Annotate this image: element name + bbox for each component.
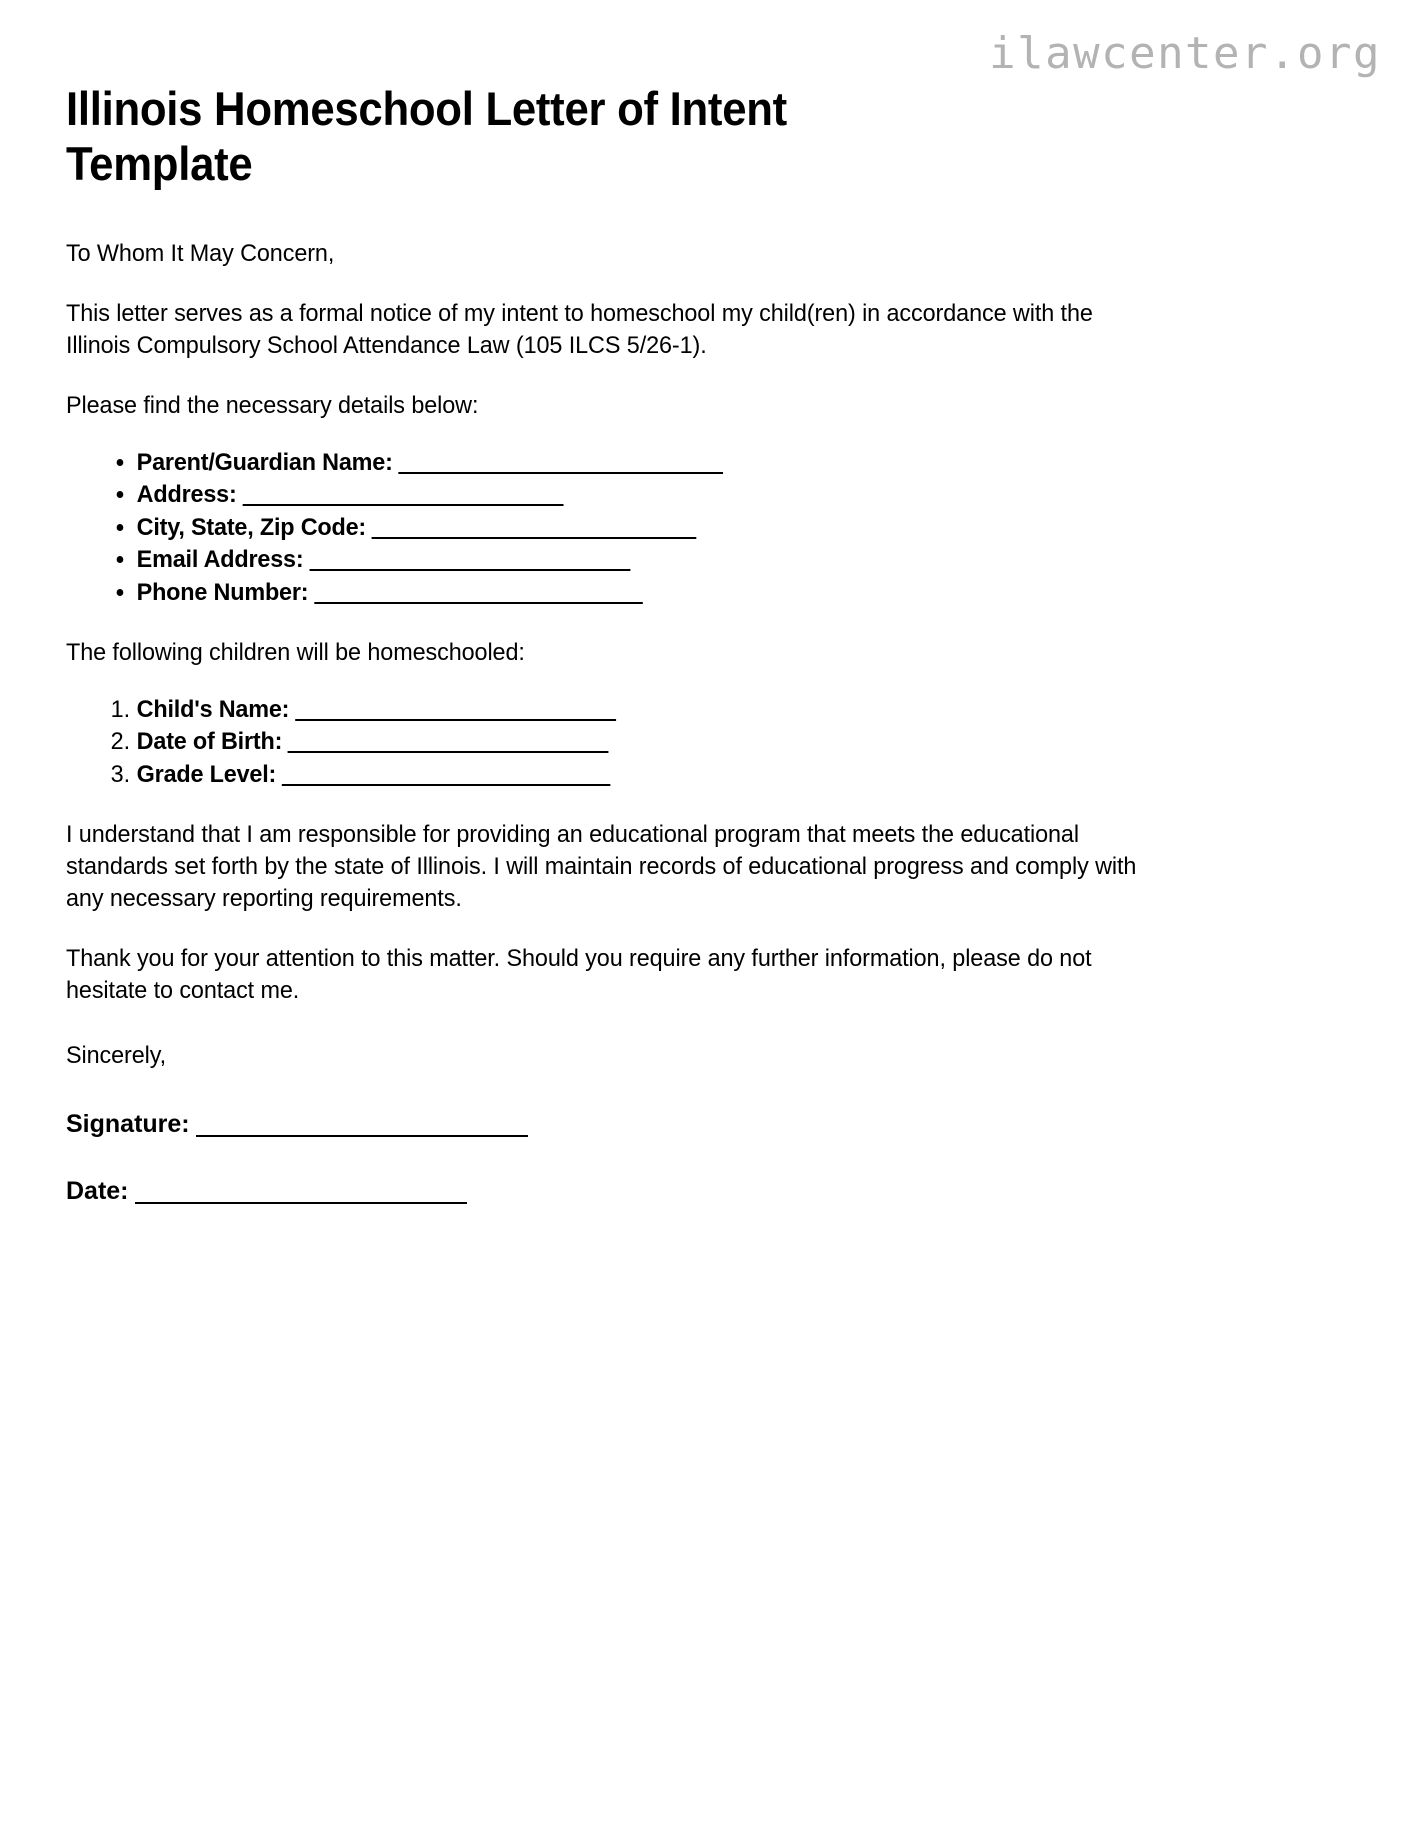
- child-name-field[interactable]: [295, 701, 616, 721]
- list-item: [137, 447, 1226, 479]
- document-body: [66, 82, 1176, 1206]
- date-label: Date:: [66, 1176, 129, 1205]
- child-name-label: Child's Name:: [136, 695, 290, 723]
- list-item: [137, 479, 1226, 511]
- parent-details-list: [66, 447, 1225, 609]
- city-state-zip-field[interactable]: [372, 519, 697, 539]
- details-lead-in: Please find the necessary details below:: [66, 392, 479, 420]
- list-item: [137, 726, 1226, 758]
- list-item: [137, 512, 1226, 544]
- date-of-birth-label: Date of Birth:: [136, 728, 283, 756]
- responsibility-paragraph: I understand that I am responsible for providing an educational program that meets the educational standards set forth by the state of Illinois. I will maintain records of educational progress and comply with any necessary reporting requirements.: [66, 821, 1137, 913]
- email-address-label: Email Address:: [136, 546, 304, 574]
- closing-salutation: Sincerely,: [66, 1041, 167, 1069]
- list-item: [137, 759, 1226, 791]
- parent-guardian-name-label: Parent/Guardian Name:: [136, 448, 393, 476]
- signature-label: Signature:: [66, 1109, 190, 1138]
- list-item: [137, 577, 1226, 609]
- salutation: To Whom It May Concern,: [66, 239, 335, 267]
- grade-level-field[interactable]: [282, 766, 611, 786]
- list-item: [137, 694, 1226, 726]
- date-row: [66, 1177, 1176, 1206]
- list-item: [137, 544, 1226, 576]
- grade-level-label: Grade Level:: [136, 760, 277, 788]
- phone-number-field[interactable]: [314, 584, 643, 604]
- intro-paragraph: This letter serves as a formal notice of my intent to homeschool my child(ren) in accordance with the Illinois Compulsory School Attendance Law (105 ILCS 5/26-1).: [66, 300, 1093, 360]
- email-address-field[interactable]: [309, 551, 630, 571]
- thanks-paragraph: Thank you for your attention to this matter. Should you require any further information, please do not hesitate to contact me.: [66, 945, 1092, 1005]
- page-title: Illinois Homeschool Letter of Intent Template: [66, 82, 787, 190]
- city-state-zip-label: City, State, Zip Code:: [136, 513, 367, 541]
- children-lead-in: The following children will be homeschooled:: [66, 639, 525, 667]
- phone-number-label: Phone Number:: [136, 578, 309, 606]
- children-details-list: [66, 694, 1225, 791]
- site-watermark: ilawcenter.org: [989, 28, 1381, 79]
- address-label: Address:: [136, 481, 237, 509]
- date-of-birth-field[interactable]: [288, 733, 609, 753]
- signature-row: [66, 1110, 1176, 1139]
- address-field[interactable]: [242, 486, 563, 506]
- signature-field[interactable]: [196, 1117, 528, 1137]
- parent-guardian-name-field[interactable]: [398, 454, 723, 474]
- date-field[interactable]: [135, 1184, 467, 1204]
